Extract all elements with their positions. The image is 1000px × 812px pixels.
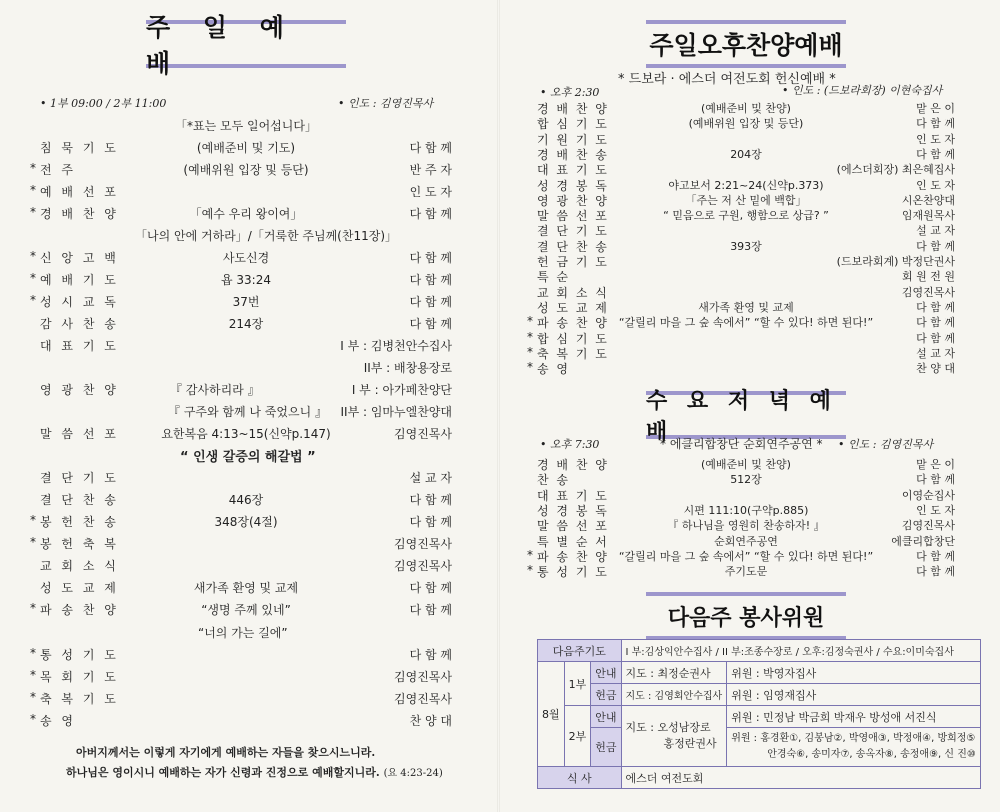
order-content: 「예수 우리 왕이여」 [189,207,303,221]
order-person: 다 함 께 [916,117,955,131]
order-row [30,249,452,265]
order-label: 송 영 [537,362,570,377]
order-content: 「주는 저 산 밑에 백합」 [685,193,807,207]
prayer-part2-text: II부 : 배창용장로 [363,361,452,375]
order-label: 경 배 찬 양 [40,207,119,221]
order-row [537,177,955,193]
next-prayer-row [538,640,981,662]
order-row [537,100,955,116]
order-person: 김영진목사 [394,559,452,573]
p1-offering-members: 위원 : 임영재집사 [727,684,981,706]
order-row [40,315,452,331]
stand-marker: * [30,293,36,307]
service-title: 다음주 봉사위원 [646,592,846,640]
p2-guide-label: 안내 [591,706,621,728]
stand-marker: * [527,344,533,359]
order-person: 김영진목사 [394,692,452,706]
order-content: 욥 33:24 [221,273,271,287]
order-label: 예 배 선 포 [40,185,119,199]
stand-marker: * [527,329,533,344]
p1-guide-label: 안내 [591,662,621,684]
stand-marker: * [30,668,36,682]
afternoon-leader: • 인도 : (드보라회장) 이현숙집사 [782,84,943,97]
order-row [30,161,452,177]
stand-marker: * [30,249,36,263]
sermon-preacher: 김영진목사 [394,427,452,441]
wednesday-subtitle: * 에클리합창단 순회연주공연 * [660,437,823,451]
order-label: 통 성 기 도 [40,648,119,662]
order-person: 시온찬양대 [901,193,955,207]
footer-verse-2-text: 하나님은 영이시니 예배하는 자가 신령과 진정으로 예배할지니라. [66,766,380,779]
praise-row-2 [40,403,452,419]
order-content: 순회연주공연 [714,534,778,548]
order-label: 성 경 봉 독 [537,178,609,193]
order-row [537,192,955,208]
order-row [537,207,955,223]
praise-song-2: 『 구주와 함께 나 죽었으니 』 [168,405,327,419]
order-person: 다 함 께 [409,317,452,331]
order-row [537,517,955,533]
order-content: “갈릴리 마을 그 숲 속에서” “할 수 있다! 하면 된다!” [618,316,874,330]
order-label: 통 성 기 도 [537,565,609,580]
p2-guide-members: 위원 : 민정남 박금희 박재우 방성애 서진식 [727,706,981,728]
order-content: “ 믿음으로 구원, 행함으로 상급? ” [663,209,829,223]
sermon-title: “ 인생 갈증의 해갈법 ” [180,450,316,465]
order-person: 맡 은 이 [916,102,955,115]
order-person: 다 함 께 [409,648,452,662]
order-person: 맡 은 이 [916,458,955,471]
order-person: 다 함 께 [916,316,955,330]
order-person: I 부 : 김병천안수집사 [340,339,452,353]
order-content: 204장 [730,147,762,161]
order-label: 봉 헌 축 복 [40,537,119,551]
sermon-label: 말 씀 선 포 [40,427,119,441]
wednesday-time: • 오후 7:30 [540,438,600,451]
stand-marker: * [30,205,36,219]
order-person: 다 함 께 [916,549,955,563]
order-person: 회 원 전 원 [902,270,955,284]
meal-value: 에스더 여전도회 [621,767,980,789]
order-row [537,146,955,162]
order-row [30,183,452,199]
order-person: 다 함 께 [409,295,452,309]
stand-marker: * [527,314,533,329]
stand-marker: * [30,690,36,704]
stand-marker: * [527,563,533,578]
p2-leader-2: 홍정란권사 [663,737,717,750]
order-label: 목 회 기 도 [40,670,119,684]
order-row [537,502,955,518]
order-row [30,271,452,287]
order-label: 교 회 소 식 [40,559,119,573]
order-row [537,487,955,503]
order-person: 김영진목사 [901,519,955,533]
part2-cell: 2부 [564,706,591,767]
order-label: 특 별 순 서 [537,534,609,549]
p2-offering-row [538,728,981,767]
order-row [30,690,452,706]
praise-choir-2: II부 : 임마누엘찬양대 [340,405,452,419]
order-label: 파 송 찬 양 [537,316,609,331]
p2-offering-members [727,728,981,767]
order-label: 파 송 찬 양 [537,549,609,564]
order-label: 결 단 기 도 [537,224,609,239]
order-content: (예배위원 입장 및 등단) [183,163,309,177]
order-person: 다 함 께 [916,565,955,579]
order-label: 기 원 기 도 [537,132,609,147]
order-row [40,139,452,155]
order-person: 다 함 께 [409,603,452,617]
order-person: 인 도 자 [916,503,955,517]
praise-row-1 [40,381,452,397]
order-label: 신 앙 고 백 [40,251,119,265]
meal-row [538,767,981,789]
order-content: “생명 주께 있네” [201,603,291,617]
order-label: 말 씀 선 포 [537,519,609,534]
p2-guide-row [538,706,981,728]
order-content: “갈릴리 마을 그 숲 속에서” “할 수 있다! 하면 된다!” [618,549,874,563]
order-person: 다 함 께 [916,300,955,314]
next-prayer-label: 다음주기도 [538,640,622,662]
order-label: 헌 금 기 도 [537,255,609,269]
order-content: (예배준비 및 기도) [196,141,296,155]
prayer-part2 [40,359,452,375]
part1-cell: 1부 [564,662,591,706]
order-label: 성 시 교 독 [40,295,119,309]
order-row [537,268,955,284]
order-content: 348장(4절) [214,515,278,529]
order-label: 대 표 기 도 [40,339,119,353]
praise-choir-1: I 부 : 아가페찬양단 [351,383,452,397]
order-row [537,222,955,238]
order-person: 다 함 께 [409,515,452,529]
song-line-2: “너의 가는 길에” [198,626,288,640]
order-label: 전 주 [40,163,76,177]
song-line: 「나의 안에 거하라」/「거룩한 주님께(찬11장)」 [135,229,398,243]
order-row [30,513,452,529]
order-content: 『 하나님을 영원히 찬송하자! 』 [667,519,825,533]
order-label: 결 단 찬 송 [537,239,609,254]
order-row [537,284,955,300]
p1-guide-leader: 지도 : 최정순권사 [621,662,727,684]
stand-marker: * [30,601,36,615]
order-person: 김영진목사 [394,537,452,551]
order-person: 다 함 께 [409,581,452,595]
p2-offering-members-1: 위원 : 홍경환①, 김봉남②, 박영애③, 박정애④, 방희정⑤ [731,733,976,744]
order-row [30,535,452,551]
order-label: 축 복 기 도 [40,692,119,706]
order-label: 교 회 소 식 [537,285,609,300]
sermon-row [40,425,452,441]
order-content: 446장 [228,493,264,507]
order-row [537,253,955,269]
order-person: 에클리합창단 [891,534,955,548]
p1-offering-leader: 지도 : 김영회안수집사 [621,684,727,706]
order-label: 대 표 기 도 [537,488,609,503]
order-label: 합 심 기 도 [537,117,609,132]
footer-verse-2 [66,764,443,780]
order-person: 다 함 께 [916,331,955,345]
order-row [537,161,955,177]
order-person: 설 교 자 [916,346,955,360]
stand-note: 「*표는 모두 일어섭니다」 [175,119,317,133]
order-content: 512장 [730,473,762,487]
order-person: 다 함 께 [409,251,452,265]
order-person: 다 함 께 [409,493,452,507]
wednesday-worship-title: 수 요 저 녁 예 배 [646,391,846,439]
order-row [527,360,955,377]
order-row [537,238,955,254]
praise-song-1: 『 감사하리라 』 [170,383,260,397]
p2-leader-1: 지도 : 오성남장로 [625,721,711,734]
order-row [527,563,955,580]
order-row [537,471,955,487]
order-label: 결 단 찬 송 [40,493,119,507]
order-person: 인 도 자 [916,132,955,146]
order-person: (드보라회계) 박정단권사 [836,255,955,268]
order-person: 다 함 께 [409,141,452,155]
praise-label: 영 광 찬 양 [40,383,119,397]
order-content: (예배준비 및 찬양) [701,102,791,115]
afternoon-time: • 오후 2:30 [540,86,600,99]
order-label: 영 광 찬 양 [537,193,609,208]
order-row [537,456,955,472]
order-person: 다 함 께 [916,239,955,253]
order-content: 사도신경 [222,251,270,265]
order-row [40,557,452,573]
order-label: 성 도 교 제 [537,300,609,315]
order-row [40,579,452,595]
sunday-worship-title: 주 일 예 배 [146,20,346,68]
order-label: 예 배 기 도 [40,273,119,287]
p1-guide-row [538,662,981,684]
order-person: 임재원목사 [901,209,955,223]
order-row [527,344,955,361]
order-label: 성 경 봉 독 [537,503,609,518]
order-person: 다 함 께 [916,473,955,487]
order-content: 393장 [730,239,762,253]
stand-marker: * [30,513,36,527]
order-row [30,293,452,309]
order-person: (에스더회장) 최은혜집사 [836,163,955,177]
p1-offering-row [538,684,981,706]
order-row [40,337,452,353]
order-label: 봉 헌 찬 송 [40,515,119,529]
order-label: 합 심 기 도 [537,331,609,346]
order-person: 인 도 자 [409,185,452,199]
stand-marker: * [527,360,533,375]
stand-marker: * [30,161,36,175]
order-row [527,314,955,331]
order-content: 214장 [228,317,264,331]
afternoon-worship-title: 주일오후찬양예배 [646,20,846,68]
order-label: 결 단 기 도 [40,471,119,485]
order-label: 경 배 찬 양 [537,102,609,116]
order-row [30,712,452,728]
order-person: 김영진목사 [901,285,955,299]
order-label: 감 사 찬 송 [40,317,119,331]
service-table [537,639,981,789]
meal-label: 식 사 [538,767,622,789]
stand-marker: * [527,547,533,562]
stand-marker: * [30,535,36,549]
order-row [537,299,955,315]
order-label: 파 송 찬 양 [40,603,119,617]
footer-ref: (요 4:23-24) [383,768,443,779]
order-row [537,131,955,147]
order-row [30,646,452,662]
order-person: 이영순집사 [901,488,955,502]
order-content: 새가족 환영 및 교제 [193,581,299,595]
order-label: 특 순 [537,270,570,285]
order-row [30,601,452,617]
order-label: 성 도 교 제 [40,581,119,595]
order-person: 찬 양 대 [916,362,955,376]
order-row [537,533,955,549]
p1-offering-label: 헌금 [591,684,621,706]
order-row [40,491,452,507]
order-content: 시편 111:10(구약p.885) [683,503,809,517]
order-label: 축 복 기 도 [537,346,609,361]
sunday-leader: • 인도 : 김영진목사 [338,97,434,110]
order-content: (예배위원 입장 및 등단) [688,117,804,131]
stand-marker: * [30,646,36,660]
p1-guide-members: 위원 : 박영자집사 [727,662,981,684]
order-content: (예배준비 및 찬양) [701,458,791,471]
stand-marker: * [30,712,36,726]
order-content: 37번 [232,295,260,309]
order-row [30,205,452,221]
order-row [527,547,955,564]
order-person: 다 함 께 [409,207,452,221]
order-label: 대 표 기 도 [537,163,609,178]
order-person: 다 함 께 [409,273,452,287]
sunday-time: • 1부 09:00 / 2부 11:00 [40,97,167,110]
afternoon-subtitle: * 드보라 · 에스더 여전도회 헌신예배 * [618,72,836,87]
order-label: 송 영 [40,714,76,728]
order-label: 경 배 찬 양 [537,458,609,472]
month-cell: 8월 [538,662,565,767]
order-person: 설 교 자 [409,471,452,485]
order-row [30,668,452,684]
page-fold [497,0,500,812]
order-content: 새가족 환영 및 교제 [698,300,794,314]
sermon-text: 요한복음 4:13~15(신약p.147) [161,427,331,441]
order-row [537,115,955,131]
order-row [40,469,452,485]
next-prayer-value: I 부:김상익안수집사 / II 부:조종수장로 / 오후:김정숙권사 / 수요:이미숙집사 [621,640,980,662]
order-person: 설 교 자 [916,224,955,238]
wednesday-leader: • 인도 : 김영진목사 [838,438,934,451]
order-label: 찬 송 [537,473,570,488]
p2-leaders [621,706,727,767]
order-person: 김영진목사 [394,670,452,684]
order-row [527,329,955,346]
order-label: 경 배 찬 송 [537,147,609,162]
order-person: 다 함 께 [916,147,955,161]
order-person: 찬 양 대 [409,714,452,728]
stand-marker: * [30,271,36,285]
order-label: 말 씀 선 포 [537,209,609,224]
p2-offering-members-2: 안경숙⑥, 송미자⑦, 송옥자⑧, 송정애⑨, 신 진⑩ [767,749,976,760]
stand-marker: * [30,183,36,197]
order-content: 야고보서 2:21~24(신약p.373) [668,178,824,192]
order-person: 반 주 자 [409,163,452,177]
order-person: 인 도 자 [916,178,955,192]
order-content: 주기도문 [724,565,768,579]
footer-verse-1: 아버지께서는 이렇게 자기에게 예배하는 자들을 찾으시느니라. [76,746,376,759]
p2-offering-label: 헌금 [591,728,621,767]
order-label: 침 묵 기 도 [40,141,119,155]
